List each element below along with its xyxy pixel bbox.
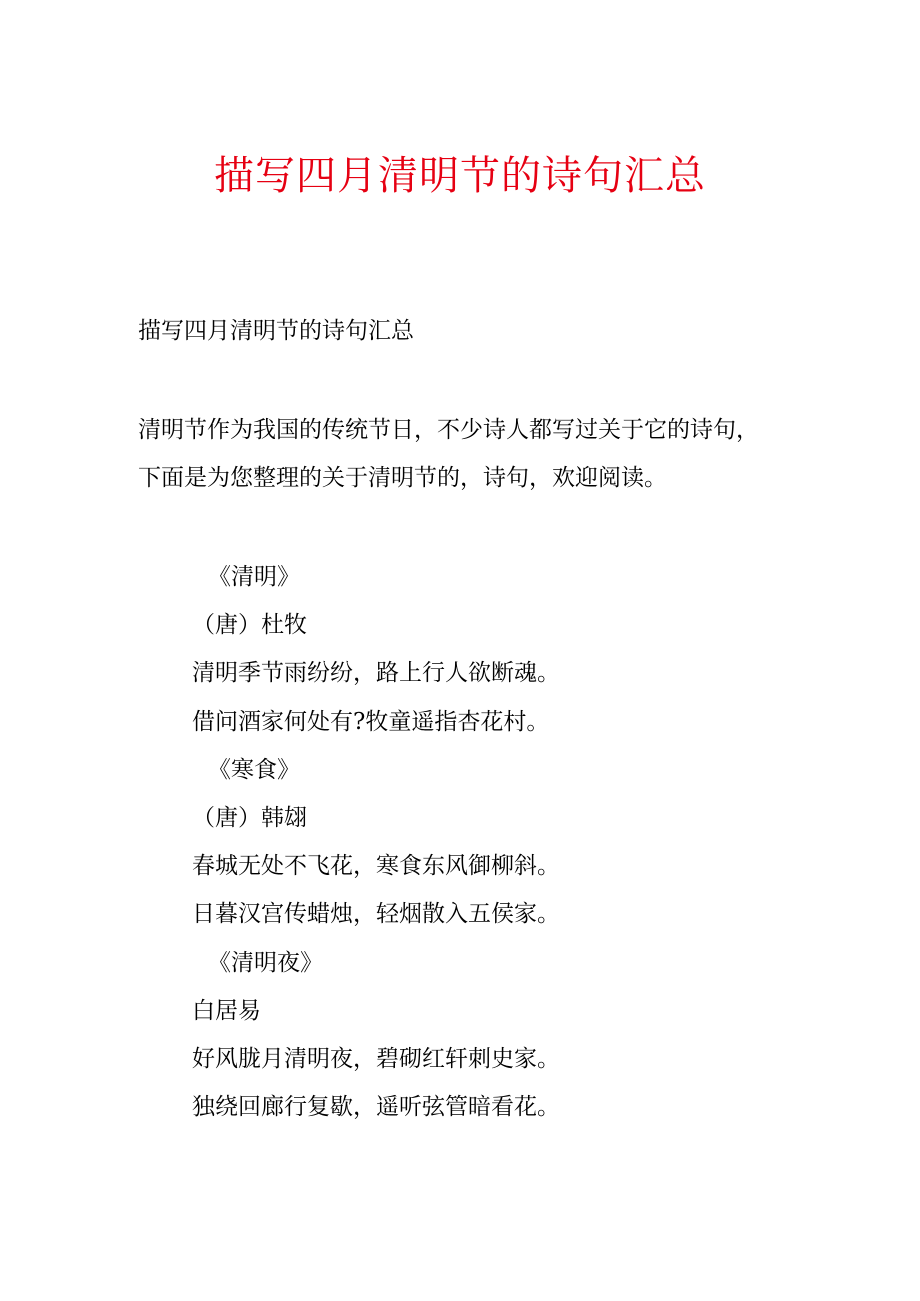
poem-title: 《寒食》 xyxy=(208,756,300,783)
document-subtitle: 描写四月清明节的诗句汇总 xyxy=(138,318,414,344)
page-title: 描写四月清明节的诗句汇总 xyxy=(214,153,706,199)
poem xyxy=(192,553,832,746)
poem-author: 白居易 xyxy=(192,997,261,1024)
intro-paragraph xyxy=(138,406,818,502)
poem-title: 《清明夜》 xyxy=(208,949,323,976)
poem-list xyxy=(192,553,832,1131)
poem-verse: 日暮汉宫传蜡烛，轻烟散入五侯家。 xyxy=(192,901,560,928)
poem-verse: 清明季节雨纷纷，路上行人欲断魂。 xyxy=(192,660,560,687)
poem-verse: 借问酒家何处有?牧童遥指杏花村。 xyxy=(192,708,550,735)
poem-title: 《清明》 xyxy=(208,564,300,590)
intro-line: 清明节作为我国的传统节日，不少诗人都写过关于它的诗句， xyxy=(138,417,759,443)
poem-verse: 春城无处不飞花，寒食东风御柳斜。 xyxy=(192,853,560,880)
intro-line: 下面是为您整理的关于清明节的，诗句，欢迎阅读。 xyxy=(138,465,667,491)
poem-author: （唐）韩翃 xyxy=(192,804,307,831)
poem xyxy=(192,939,832,1132)
poem-author: （唐）杜牧 xyxy=(192,612,307,639)
poem-verse: 独绕回廊行复歇，遥听弦管暗看花。 xyxy=(192,1094,560,1121)
poem xyxy=(192,746,832,939)
poem-verse: 好风胧月清明夜，碧砌红轩刺史家。 xyxy=(192,1045,560,1072)
